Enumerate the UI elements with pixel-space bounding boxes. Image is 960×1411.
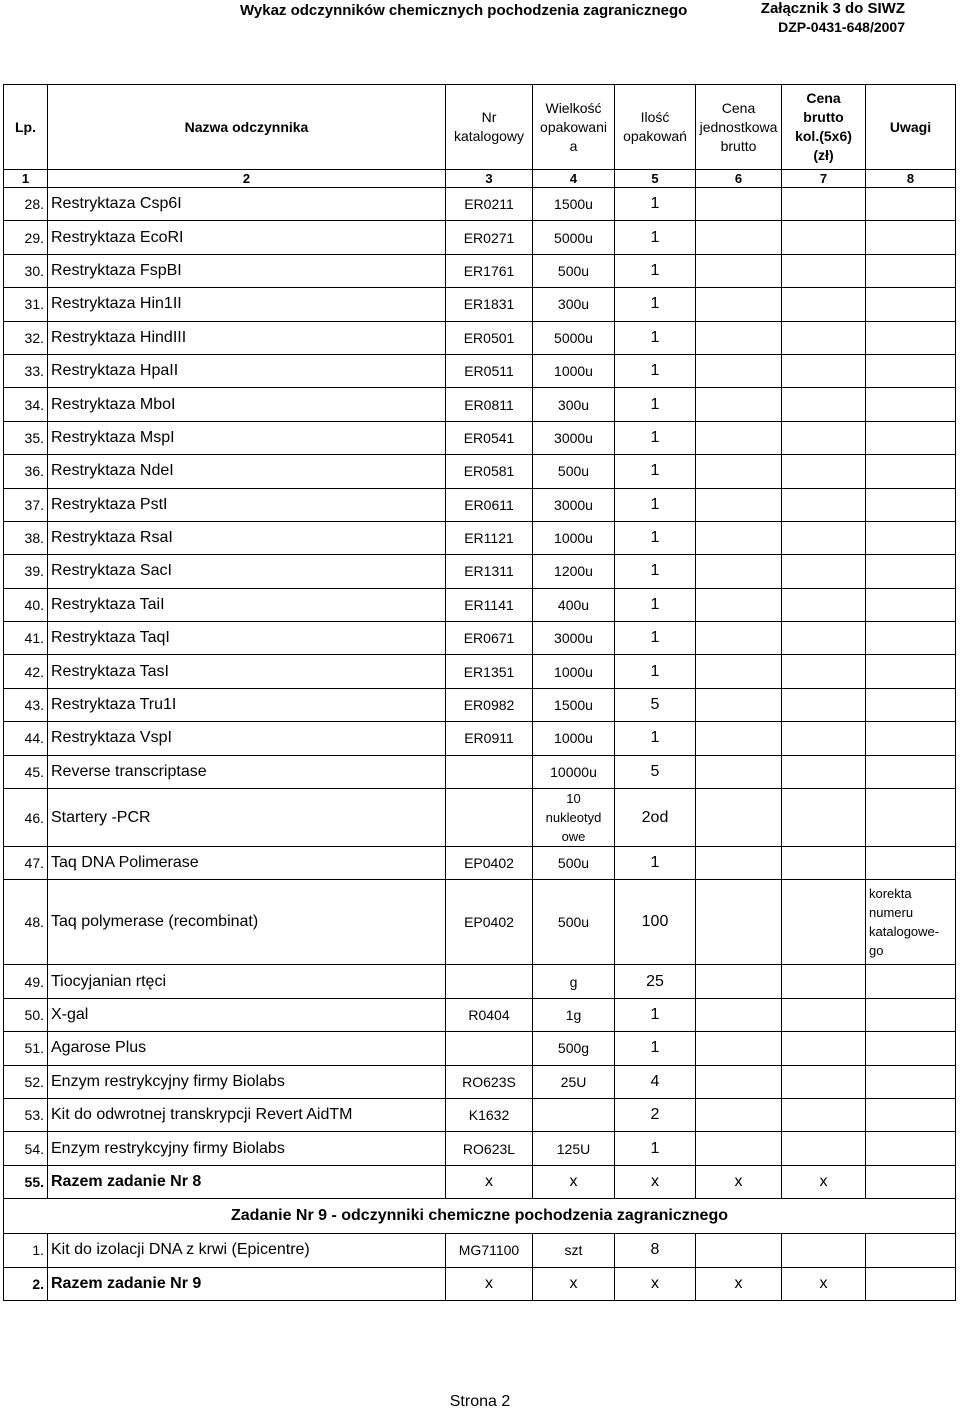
col-header-total-price: Cena brutto kol.(5x6) (zł) [782,85,866,170]
row-total-price [782,221,866,254]
row-unit-price [696,288,782,321]
row-catalog: ER0982 [446,688,533,721]
row-total-price [782,188,866,221]
row-name: Enzym restrykcyjny firmy Biolabs [48,1132,446,1165]
row-name: Kit do izolacji DNA z krwi (Epicentre) [48,1234,446,1267]
row-qty: 1 [615,288,696,321]
row-size: 1500u [533,688,615,721]
row-total-price [782,1065,866,1098]
row-unit-price: x [696,1267,782,1300]
row-lp: 32. [4,321,48,354]
row-catalog [446,1032,533,1065]
row-catalog [446,965,533,998]
row-name: Restryktaza TasI [48,655,446,688]
row-unit-price [696,1098,782,1131]
row-qty: 1 [615,847,696,880]
row-total-price [782,455,866,488]
row-total-price [782,1032,866,1065]
row-unit-price: x [696,1165,782,1198]
row-name: Restryktaza NdeI [48,455,446,488]
row-qty: x [615,1165,696,1198]
table-row [4,880,956,965]
row-qty: 1 [615,388,696,421]
row-lp: 29. [4,221,48,254]
row-catalog: EP0402 [446,847,533,880]
row-name: Restryktaza RsaI [48,521,446,554]
section-row-task-9 [4,1199,956,1234]
row-lp: 55. [4,1165,48,1198]
row-size: szt [533,1234,615,1267]
row-notes [866,521,956,554]
row-total-price [782,722,866,755]
row-size: 500g [533,1032,615,1065]
row-total-price [782,965,866,998]
row-catalog: ER1831 [446,288,533,321]
row-size: 3000u [533,488,615,521]
row-unit-price [696,722,782,755]
table-row [4,722,956,755]
table-row [4,688,956,721]
total-row-task-9 [4,1267,956,1300]
row-lp: 51. [4,1032,48,1065]
row-notes: korekta numeru katalogowe- go [866,880,956,965]
row-size: 500u [533,847,615,880]
row-notes [866,755,956,788]
row-notes [866,722,956,755]
row-qty: 1 [615,655,696,688]
document-title: Wykaz odczynników chemicznych pochodzenia zagranicznego [240,2,688,19]
row-total-price: x [782,1267,866,1300]
row-notes [866,655,956,688]
row-name: Reverse transcriptase [48,755,446,788]
row-size: 500u [533,880,615,965]
row-qty: 100 [615,880,696,965]
row-catalog: ER1351 [446,655,533,688]
row-catalog: ER0271 [446,221,533,254]
table-header-row [4,85,956,170]
row-total-price [782,998,866,1031]
row-qty: 5 [615,755,696,788]
row-lp: 38. [4,521,48,554]
row-notes [866,1065,956,1098]
row-catalog: RO623L [446,1132,533,1165]
row-unit-price [696,688,782,721]
row-catalog: ER1311 [446,555,533,588]
table-row [4,188,956,221]
row-notes [866,1234,956,1267]
row-qty: 1 [615,254,696,287]
row-catalog: x [446,1267,533,1300]
row-notes [866,622,956,655]
row-notes [866,1165,956,1198]
row-notes [866,321,956,354]
row-total-price [782,288,866,321]
table-row [4,789,956,847]
row-unit-price [696,1132,782,1165]
row-qty: 1 [615,321,696,354]
col-header-name: Nazwa odczynnika [48,85,446,170]
table-row [4,421,956,454]
col-number: 6 [696,170,782,188]
row-name: Kit do odwrotnej transkrypcji Revert AidTM [48,1098,446,1131]
col-number: 4 [533,170,615,188]
row-qty: 1 [615,421,696,454]
row-notes [866,488,956,521]
row-unit-price [696,1032,782,1065]
row-total-price [782,488,866,521]
row-name: Restryktaza EcoRI [48,221,446,254]
row-total-price [782,655,866,688]
row-catalog [446,789,533,847]
row-total-price [782,1132,866,1165]
row-name: Restryktaza PstI [48,488,446,521]
row-name: Razem zadanie Nr 8 [48,1165,446,1198]
row-name: Restryktaza MboI [48,388,446,421]
row-total-price [782,388,866,421]
row-size: 1200u [533,555,615,588]
row-total-price [782,1098,866,1131]
row-lp: 2. [4,1267,48,1300]
row-lp: 43. [4,688,48,721]
row-name: X-gal [48,998,446,1031]
row-size: 1000u [533,354,615,387]
row-unit-price [696,388,782,421]
row-qty: 1 [615,722,696,755]
column-number-row [4,170,956,188]
row-qty: 1 [615,588,696,621]
col-number: 1 [4,170,48,188]
row-qty: 1 [615,488,696,521]
row-total-price [782,688,866,721]
row-total-price [782,755,866,788]
row-notes [866,1032,956,1065]
table-row [4,847,956,880]
row-notes [866,188,956,221]
row-total-price [782,555,866,588]
row-name: Restryktaza MspI [48,421,446,454]
row-lp: 34. [4,388,48,421]
row-catalog: ER1761 [446,254,533,287]
row-catalog: ER0501 [446,321,533,354]
row-lp: 45. [4,755,48,788]
row-qty: 5 [615,688,696,721]
row-lp: 53. [4,1098,48,1131]
col-number: 8 [866,170,956,188]
row-lp: 33. [4,354,48,387]
row-total-price [782,254,866,287]
row-catalog: ER1141 [446,588,533,621]
row-catalog: RO623S [446,1065,533,1098]
row-name: Restryktaza SacI [48,555,446,588]
table-row [4,521,956,554]
row-lp: 40. [4,588,48,621]
row-size: g [533,965,615,998]
row-catalog: ER0511 [446,354,533,387]
row-unit-price [696,421,782,454]
row-unit-price [696,588,782,621]
row-size: 1500u [533,188,615,221]
reagents-table [3,84,956,1301]
row-catalog: ER0911 [446,722,533,755]
row-name: Taq polymerase (recombinat) [48,880,446,965]
row-lp: 37. [4,488,48,521]
col-number: 2 [48,170,446,188]
row-lp: 54. [4,1132,48,1165]
table-row [4,1234,956,1267]
section-title: Zadanie Nr 9 - odczynniki chemiczne pochodzenia zagranicznego [4,1199,956,1234]
row-notes [866,421,956,454]
table-row [4,1098,956,1131]
row-total-price [782,588,866,621]
row-lp: 46. [4,789,48,847]
row-unit-price [696,789,782,847]
row-notes [866,1098,956,1131]
table-row [4,965,956,998]
row-name: Restryktaza TaqI [48,622,446,655]
row-lp: 47. [4,847,48,880]
row-notes [866,354,956,387]
col-number: 7 [782,170,866,188]
table-row [4,622,956,655]
row-name: Agarose Plus [48,1032,446,1065]
row-size: 10000u [533,755,615,788]
row-size: 1000u [533,521,615,554]
row-qty: 1 [615,1132,696,1165]
row-catalog: ER0541 [446,421,533,454]
row-notes [866,1267,956,1300]
row-name: Restryktaza FspBI [48,254,446,287]
col-header-qty: Ilość opakowań [615,85,696,170]
row-qty: 2 [615,1098,696,1131]
row-name: Restryktaza VspI [48,722,446,755]
row-qty: 4 [615,1065,696,1098]
row-name: Restryktaza Hin1II [48,288,446,321]
row-size: x [533,1267,615,1300]
row-size: 300u [533,388,615,421]
row-qty: 1 [615,354,696,387]
table-body-task-9 [4,1234,956,1267]
row-qty: 1 [615,555,696,588]
row-unit-price [696,1065,782,1098]
row-size: 25U [533,1065,615,1098]
row-size: 5000u [533,321,615,354]
row-unit-price [696,998,782,1031]
row-total-price [782,521,866,554]
row-notes [866,555,956,588]
table-row [4,655,956,688]
row-notes [866,288,956,321]
table-row [4,755,956,788]
row-notes [866,847,956,880]
row-name: Tiocyjanian rtęci [48,965,446,998]
row-total-price: x [782,1165,866,1198]
row-catalog: R0404 [446,998,533,1031]
row-size: 5000u [533,221,615,254]
row-total-price [782,847,866,880]
table-row [4,998,956,1031]
row-size: 500u [533,254,615,287]
row-size: 125U [533,1132,615,1165]
table-row [4,354,956,387]
row-total-price [782,789,866,847]
row-lp: 35. [4,421,48,454]
row-unit-price [696,1234,782,1267]
row-lp: 28. [4,188,48,221]
table-row [4,221,956,254]
table-row [4,488,956,521]
row-notes [866,221,956,254]
row-unit-price [696,354,782,387]
table-row [4,321,956,354]
row-qty: 1 [615,1032,696,1065]
row-catalog: MG71100 [446,1234,533,1267]
row-unit-price [696,254,782,287]
row-qty: 1 [615,998,696,1031]
row-notes [866,388,956,421]
row-size: x [533,1165,615,1198]
row-lp: 44. [4,722,48,755]
row-catalog: ER0581 [446,455,533,488]
row-name: Restryktaza Csp6I [48,188,446,221]
row-notes [866,965,956,998]
row-qty: 1 [615,622,696,655]
row-notes [866,588,956,621]
row-lp: 31. [4,288,48,321]
row-size [533,1098,615,1131]
row-total-price [782,321,866,354]
table-row [4,588,956,621]
row-unit-price [696,321,782,354]
row-notes [866,1132,956,1165]
row-qty: 1 [615,521,696,554]
row-total-price [782,1234,866,1267]
row-lp: 52. [4,1065,48,1098]
page-number: Strona 2 [449,1393,511,1410]
col-header-catalog: Nr katalogowy [446,85,533,170]
row-unit-price [696,455,782,488]
row-qty: x [615,1267,696,1300]
row-name: Razem zadanie Nr 9 [48,1267,446,1300]
row-unit-price [696,521,782,554]
row-size: 400u [533,588,615,621]
reference-number: DZP-0431-648/2007 [778,19,905,35]
attachment-label: Załącznik 3 do SIWZ [760,0,905,17]
col-number: 5 [615,170,696,188]
table-row [4,1032,956,1065]
row-lp: 48. [4,880,48,965]
row-unit-price [696,221,782,254]
row-lp: 42. [4,655,48,688]
row-total-price [782,880,866,965]
row-notes [866,688,956,721]
row-catalog: ER0671 [446,622,533,655]
col-number: 3 [446,170,533,188]
row-unit-price [696,755,782,788]
row-catalog: ER0811 [446,388,533,421]
row-name: Restryktaza HpaII [48,354,446,387]
row-size: 1g [533,998,615,1031]
row-unit-price [696,555,782,588]
row-unit-price [696,655,782,688]
row-size: 1000u [533,722,615,755]
header-right [761,0,905,35]
row-unit-price [696,188,782,221]
row-name: Enzym restrykcyjny firmy Biolabs [48,1065,446,1098]
row-name: Restryktaza HindIII [48,321,446,354]
row-catalog: ER0211 [446,188,533,221]
row-size: 300u [533,288,615,321]
row-catalog: ER0611 [446,488,533,521]
row-unit-price [696,965,782,998]
row-name: Restryktaza Tru1I [48,688,446,721]
row-notes [866,998,956,1031]
row-total-price [782,421,866,454]
row-lp: 49. [4,965,48,998]
row-name: Taq DNA Polimerase [48,847,446,880]
row-unit-price [696,880,782,965]
table-row [4,388,956,421]
row-size: 10 nukleotyd owe [533,789,615,847]
table-row [4,455,956,488]
row-qty: 25 [615,965,696,998]
total-row-task-8 [4,1165,956,1198]
row-size: 3000u [533,421,615,454]
table-body [4,188,956,1166]
row-notes [866,789,956,847]
row-lp: 1. [4,1234,48,1267]
row-lp: 50. [4,998,48,1031]
row-size: 3000u [533,622,615,655]
row-catalog [446,755,533,788]
row-lp: 41. [4,622,48,655]
row-name: Restryktaza TaiI [48,588,446,621]
row-size: 500u [533,455,615,488]
row-qty: 1 [615,188,696,221]
table-row [4,1132,956,1165]
table-row [4,254,956,287]
table-row [4,1065,956,1098]
col-header-notes: Uwagi [866,85,956,170]
row-qty: 1 [615,455,696,488]
row-lp: 30. [4,254,48,287]
row-qty: 8 [615,1234,696,1267]
row-catalog: ER1121 [446,521,533,554]
row-notes [866,254,956,287]
row-notes [866,455,956,488]
row-unit-price [696,622,782,655]
row-lp: 39. [4,555,48,588]
row-lp: 36. [4,455,48,488]
row-catalog: x [446,1165,533,1198]
row-catalog: EP0402 [446,880,533,965]
row-total-price [782,622,866,655]
row-total-price [782,354,866,387]
table-row [4,555,956,588]
row-catalog: K1632 [446,1098,533,1131]
row-unit-price [696,847,782,880]
col-header-size: Wielkość opakowani a [533,85,615,170]
row-name: Startery -PCR [48,789,446,847]
col-header-unit-price: Cena jednostkowa brutto [696,85,782,170]
row-qty: 2od [615,789,696,847]
row-size: 1000u [533,655,615,688]
row-unit-price [696,488,782,521]
col-header-lp: Lp. [4,85,48,170]
row-qty: 1 [615,221,696,254]
table-row [4,288,956,321]
